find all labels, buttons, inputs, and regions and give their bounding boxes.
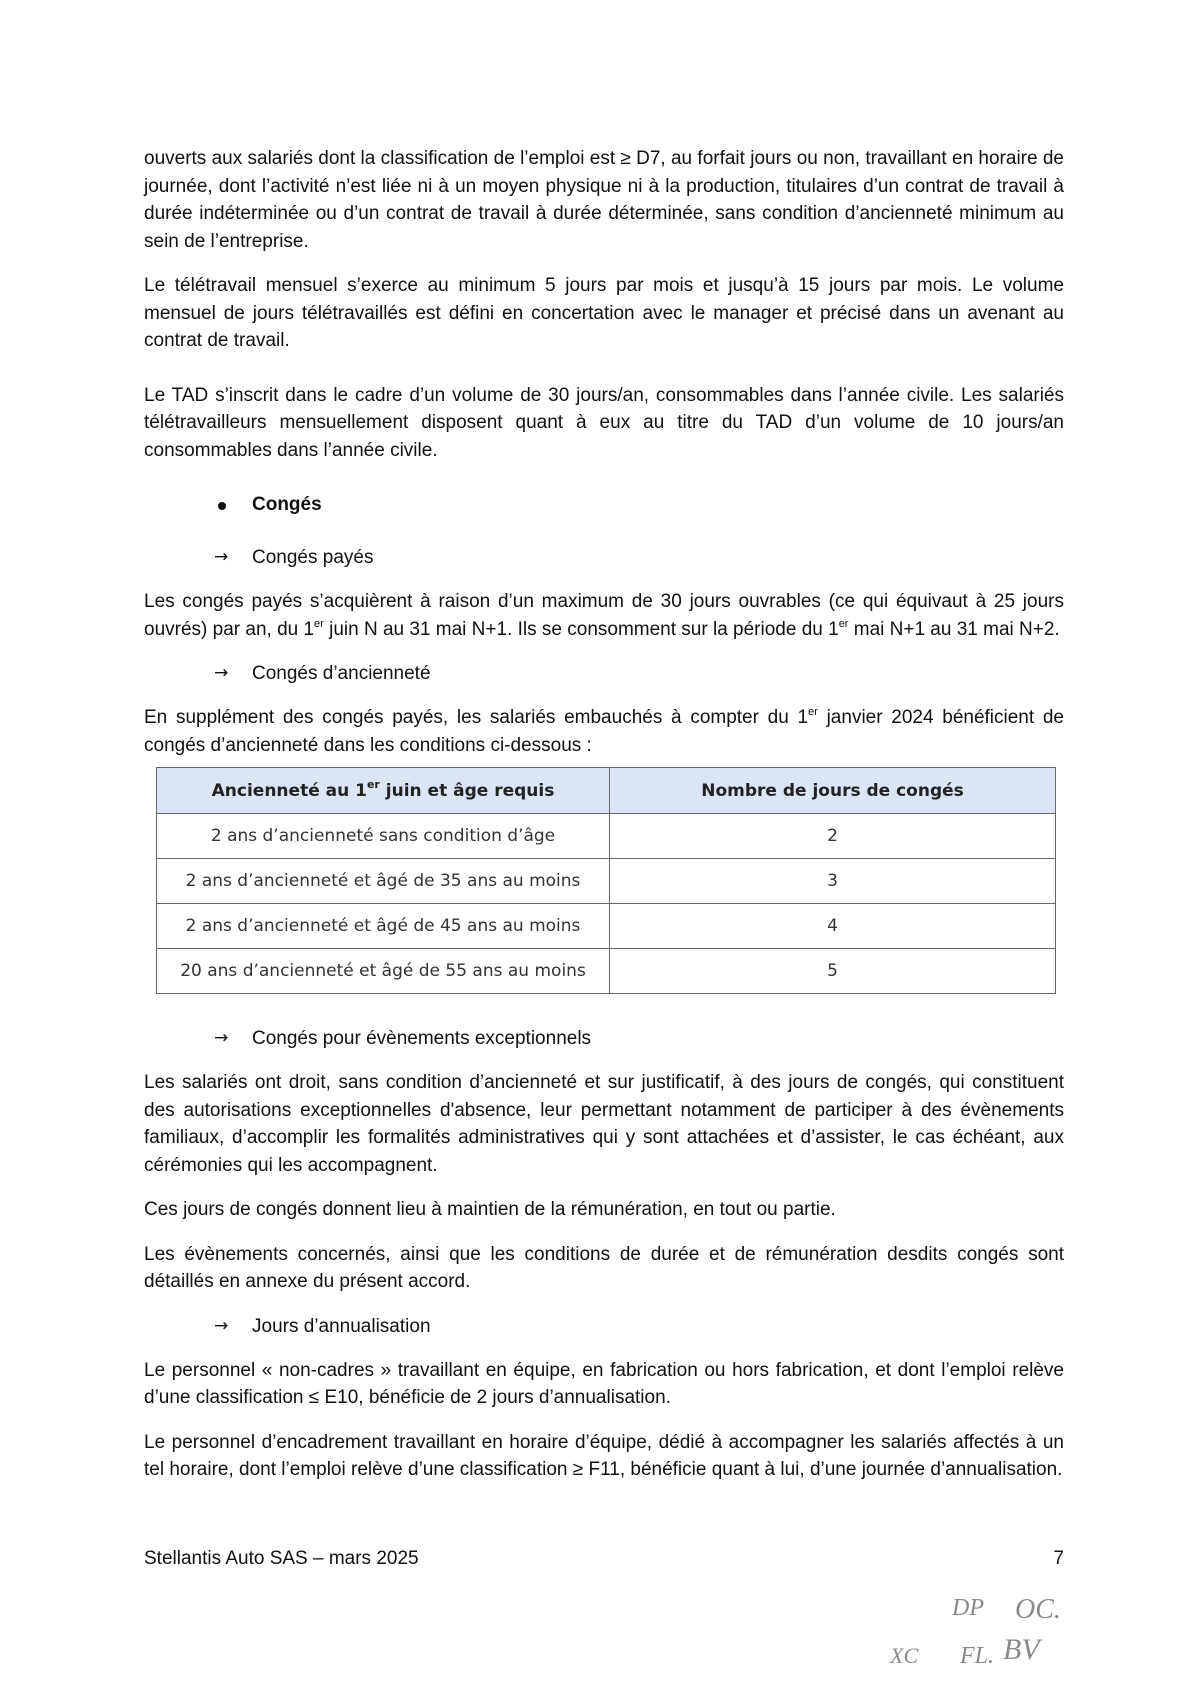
bullet-icon: [218, 502, 226, 510]
footer-company-date: Stellantis Auto SAS – mars 2025: [144, 1548, 419, 1569]
subheading-jours-annualisation: [144, 1313, 1064, 1340]
subheading-label: Congés d’ancienneté: [252, 663, 431, 684]
table-header-jours: Nombre de jours de congés: [610, 768, 1056, 814]
table-row: [157, 949, 1056, 994]
page-footer: [144, 1545, 1064, 1572]
table-cell-condition: 2 ans d’ancienneté sans condition d’âge: [157, 814, 610, 859]
paragraph-remuneration: Ces jours de congés donnent lieu à maintien de la rémunération, en tout ou partie.: [144, 1199, 836, 1220]
subheading-conges-payes: [144, 544, 1064, 571]
table-cell-condition: 2 ans d’ancienneté et âgé de 45 ans au moins: [157, 904, 610, 949]
table-row: [157, 814, 1056, 859]
table-row: [157, 859, 1056, 904]
paragraph-teletravail-mensuel: Le télétravail mensuel s’exerce au minimum 5 jours par mois et jusqu’à 15 jours par mois. Le volume mensuel de jours télétravaillés est défini en concertation avec le manager et précisé dans un avenant au contrat de travail.: [144, 275, 1064, 351]
svg-text:DP: DP: [952, 1595, 984, 1621]
paragraph-conges-anciennete: En supplément des congés payés, les salariés embauchés à compter du 1er janvier 2024 bénéficient de congés d’ancienneté dans les conditions ci-dessous :: [144, 706, 1065, 756]
arrow-right-icon: →: [214, 1315, 229, 1336]
subheading-conges-anciennete: [144, 660, 1064, 687]
section-heading-label: Congés: [252, 494, 322, 515]
paragraph-evenements: Les salariés ont droit, sans condition d’ancienneté et sur justificatif, à des jours de congés, qui constituent des autorisations exceptionnelles d'absence, leur permettant notamment de participer à des évènements familiaux, d’accomplir les formalités administratives qui y sont attachées et d’assister, le cas échéant, aux cérémonies qui les accompagnent.: [144, 1072, 1064, 1176]
table-cell-jours: 2: [610, 814, 1056, 859]
handwritten-initials: [880, 1585, 1080, 1675]
table-cell-condition: 2 ans d’ancienneté et âgé de 35 ans au moins: [157, 859, 610, 904]
subheading-label: Congés payés: [252, 547, 374, 568]
arrow-right-icon: →: [214, 663, 229, 683]
subheading-label: Jours d’annualisation: [252, 1315, 431, 1337]
svg-text:FL.: FL.: [960, 1643, 995, 1669]
paragraph-tad: Le TAD s’inscrit dans le cadre d’un volume de 30 jours/an, consommables dans l’année civile. Les salariés télétravailleurs mensuellement disposent quant à eux au titre du TAD d’un volume de 10 jours/an consommables dans l’année civile.: [144, 384, 1064, 461]
svg-text:XC: XC: [890, 1643, 919, 1668]
arrow-right-icon: →: [214, 1028, 229, 1048]
page-number: 7: [1053, 1548, 1064, 1569]
subheading-conges-evenements: [144, 1025, 1064, 1052]
arrow-right-icon: →: [214, 547, 229, 567]
paragraph-conges-payes: Les congés payés s’acquièrent à raison d’un maximum de 30 jours ouvrables (ce qui équivaut à 25 jours ouvrés) par an, du 1er juin N au 31 mai N+1. Ils se consomment sur la période du 1er mai N+1 au 31 mai N+2.: [144, 591, 1064, 640]
table-header-anciennete: Ancienneté au 1er juin et âge requis: [157, 768, 610, 814]
paragraph-non-cadres: Le personnel « non-cadres » travaillant en équipe, en fabrication ou hors fabrication, et dont l’emploi relève d’une classification ≤ E10, bénéficie de 2 jours d’annualisation.: [144, 1359, 1064, 1408]
table-cell-jours: 3: [610, 859, 1056, 904]
table-cell-jours: 5: [610, 949, 1056, 994]
paragraph-eligibility: ouverts aux salariés dont la classification de l’emploi est ≥ D7, au forfait jours ou non, travaillant en horaire de journée, dont l’activité n’est liée ni à un moyen physique ni à la production, titulaires d’un contrat de travail à durée indéterminée ou d’un contrat de travail à durée déterminée, sans condition d’ancienneté minimum au sein de l’entreprise.: [144, 148, 1064, 252]
table-cell-jours: 4: [610, 904, 1056, 949]
table-row: [157, 904, 1056, 949]
table-header-row: [157, 768, 1056, 814]
svg-text:OC.: OC.: [1015, 1594, 1061, 1625]
subheading-label: Congés pour évènements exceptionnels: [252, 1028, 592, 1049]
section-heading-conges: [144, 491, 1064, 518]
document-body: [144, 145, 1064, 1501]
table-cell-condition: 20 ans d’ancienneté et âgé de 55 ans au moins: [157, 949, 610, 994]
paragraph-encadrement: Le personnel d’encadrement travaillant en horaire d’équipe, dédié à accompagner les salariés affectés à un tel horaire, dont l’emploi relève d’une classification ≥ F11, bénéficie quant à lui, d’une journée d’annualisation.: [144, 1431, 1064, 1480]
paragraph-annexe: Les évènements concernés, ainsi que les conditions de durée et de rémunération desdits congés sont détaillés en annexe du présent accord.: [144, 1243, 1064, 1292]
anciennete-table: [156, 767, 1056, 994]
svg-text:BV: BV: [1003, 1633, 1040, 1666]
